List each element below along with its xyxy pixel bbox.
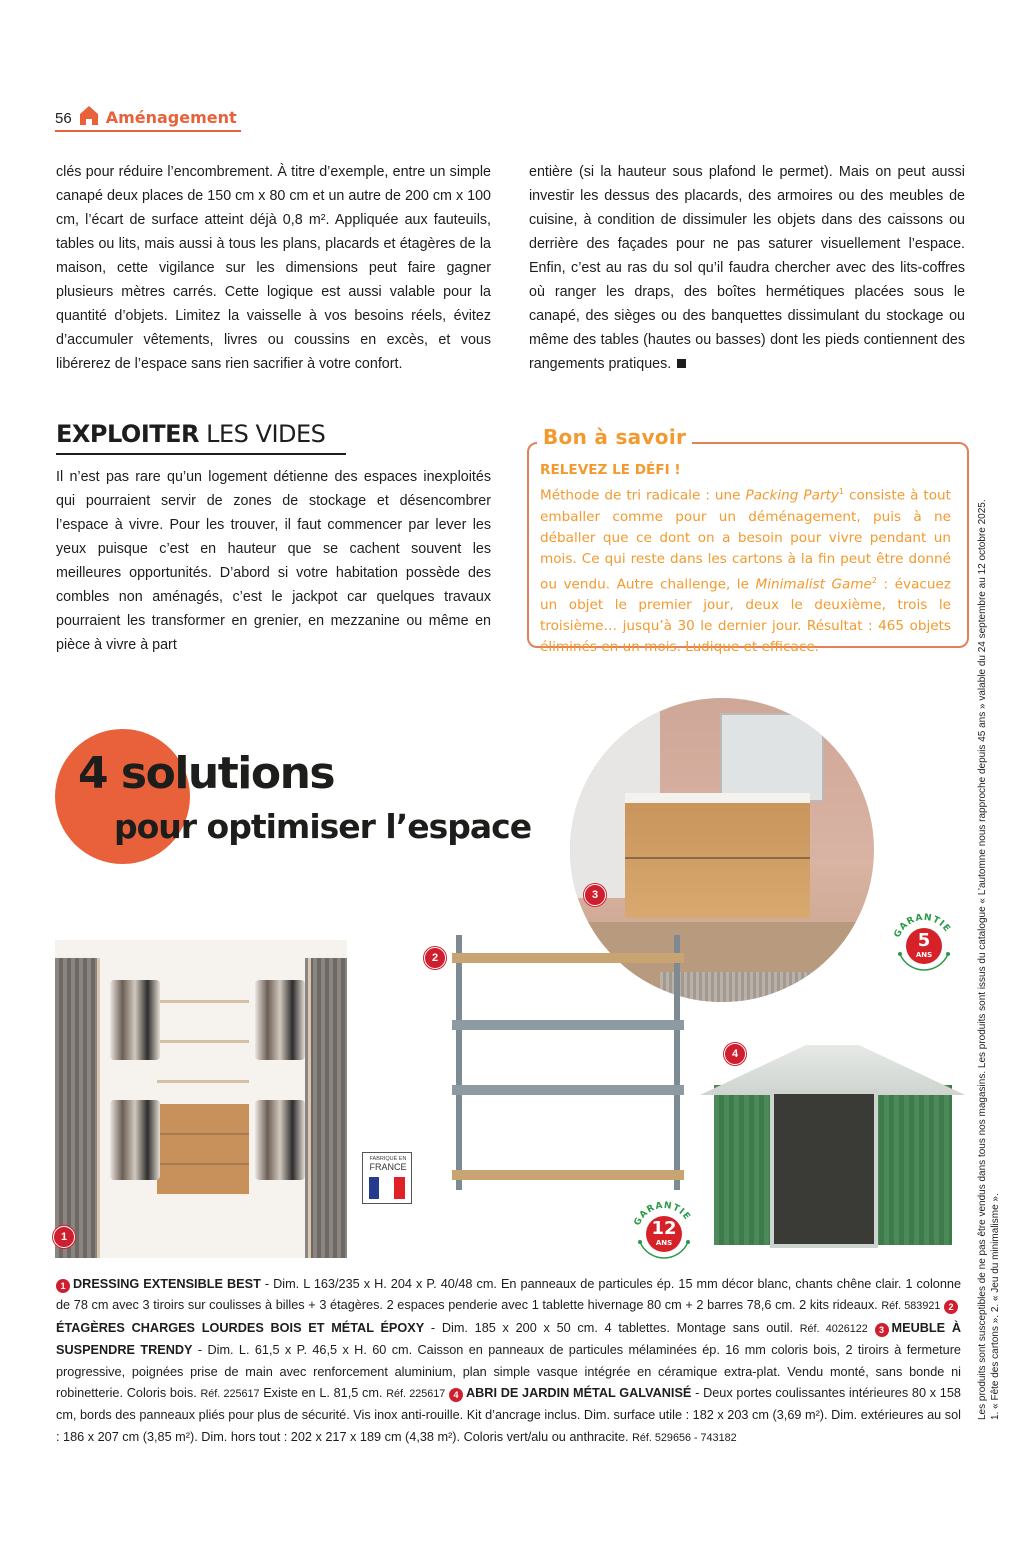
product-desc: - Dim. L 163/235 x H. 204 x P. 40/48 cm. En panneaux de particules ép. 15 mm décor blanc, chants chêne clair. 1 colonne de 78 cm avec 3 tiroirs sur coulisses à billes + 3 étagères. 2 espaces penderie avec 1 tablette hivernage 80 cm + 2 barres 78,6 cm. 2 kits rideaux. <box>56 1277 961 1313</box>
hanging-clothes <box>255 1100 305 1180</box>
section-title-light: LES VIDES <box>199 420 326 448</box>
article-left-top <box>56 160 491 376</box>
product-desc: - Dim. L. 61,5 x P. 46,5 x H. 60 cm. Caisson en panneaux de particules mélaminées ép. 16 mm coloris bois, 2 tiroirs à fermeture progressive, poignées prise de main avec renforcement aluminium, plan simple vasque intégrée en céramique extra-plat. Vendu monté, sans bonde ni robinetterie. Coloris bois. <box>56 1343 961 1401</box>
footnote-ref: 1 <box>838 487 845 496</box>
made-in-country: FRANCE <box>369 1162 407 1172</box>
guarantee-unit: ANS <box>915 951 933 959</box>
rug <box>660 972 860 1002</box>
headline-line-1: 4 solutions <box>78 748 335 799</box>
hanging-clothes <box>255 980 305 1060</box>
product-ref: Réf. 225617 <box>386 1388 446 1401</box>
tip-heading: RELEVEZ LE DÉFI ! <box>540 462 681 478</box>
product-number-badge: 2 <box>944 1300 958 1314</box>
product-number-badge: 3 <box>875 1323 889 1337</box>
svg-text:GARANTIE: GARANTIE <box>632 1200 693 1228</box>
section-title-bold: EXPLOITER <box>56 420 200 448</box>
product-number-badge: 4 <box>724 1043 746 1065</box>
section-name: Aménagement <box>105 108 237 127</box>
section-title <box>56 418 346 455</box>
legal-notice <box>976 499 1002 1420</box>
french-flag-icon <box>394 1177 405 1199</box>
product-desc-extra: Existe en L. 81,5 cm. <box>259 1386 387 1401</box>
shed-door <box>770 1090 878 1248</box>
guarantee-years: 5 <box>917 930 931 951</box>
rack-shelf <box>452 1170 684 1180</box>
curtain-right <box>305 958 347 1258</box>
tip-text <box>540 481 951 658</box>
tip-text-part: : évacuez un objet le premier jour, deux le deuxième, trois le troisième… jusqu’à 30 le dernier jour. Résultat : 465 objets éliminés en un mois. Ludique et efficace. <box>540 576 951 656</box>
mirror <box>720 713 824 802</box>
product-name: ÉTAGÈRES CHARGES LOURDES BOIS ET MÉTAL ÉPOXY <box>56 1320 425 1335</box>
rack-shelf <box>452 953 684 963</box>
product-number-badge: 3 <box>584 884 606 906</box>
header-rule <box>55 130 241 132</box>
product-desc: - Dim. 185 x 200 x 50 cm. 4 tablettes. Montage sans outil. <box>424 1320 800 1335</box>
product-image-garden-shed <box>700 1045 965 1250</box>
shelf <box>157 1040 249 1043</box>
paragraph-text: entière (si la hauteur sous plafond le permet). Mais on peut aussi investir les dessus des placards, des armoires ou des meubles de cuisine, à condition de dissimuler les objets dans des caissons ou derrière des façades pour ne pas saturer visuellement l’espace. Enfin, c’est au ras du sol qu’il faudra chercher avec des lits-coffres où ranger les draps, des boîtes hermétiques placées sous le canapé, des sièges ou des banquettes dissimulant du stockage ou même des tables (hautes ou basses) dont les pieds contiennent des rangements pratiques. <box>529 164 965 372</box>
paragraph: Il n’est pas rare qu’un logement détienne des espaces inexploités qui pourraient servir de zones de stockage et désencombrer l’espace à vivre. Pour les trouver, il faut commencer par lever les yeux puisque c’est en hauteur que se cachent souvent les meilleures opportunités. D’abord si votre habitation possède des combles non aménagés, c’est le jackpot car quelques travaux pourraient les transformer en grenier, en mezzanine ou même en pièce à vivre à part <box>56 469 491 653</box>
rack-shelf <box>452 1020 684 1030</box>
guarantee-unit: ANS <box>655 1239 673 1247</box>
product-ref: Réf. 4026122 <box>799 1322 868 1335</box>
rack-post <box>674 935 680 1190</box>
hanging-clothes <box>110 1100 160 1180</box>
paragraph: clés pour réduire l’encombrement. À titre d’exemple, entre un simple canapé deux places de 150 cm x 80 cm et un autre de 200 cm x 100 cm, l’écart de surface atteint déjà 0,8 m². Appliquée aux fauteuils, tables ou lits, mais aussi à tous les plans, placards et étagères de la maison, cette vigilance sur les dimensions peut faire gagner plusieurs mètres carrés. Cette logique est aussi valable pour la quantité d’objets. Limitez la vaisselle à vos besoins réels, évitez d’accumuler vêtements, livres ou coussins en excès, et vous libérerez de l’espace sans rien sacrifier à votre confort. <box>56 164 491 372</box>
product-number-badge: 4 <box>449 1388 463 1402</box>
tip-italic: Minimalist Game <box>755 576 872 593</box>
tip-content <box>540 460 951 658</box>
rack-post <box>456 935 462 1190</box>
article-left-bottom <box>56 465 491 657</box>
vanity-cabinet <box>625 793 810 918</box>
page-header <box>55 104 237 126</box>
curtain-left <box>55 958 97 1258</box>
guarantee-badge-12-years <box>628 1198 700 1270</box>
product-desc: - Deux portes coulissantes intérieures 80 x 158 cm, bords des panneaux pliés pour plus de sécurité. Vis inox anti-rouille. Kit d’ancrage inclus. Dim. surface utile : 182 x 203 cm (3,69 m²). Dim. extérieures au sol : 186 x 207 cm (3,85 m²). Dim. hors tout : 202 x 217 x 189 cm (4,38 m²). Coloris vert/alu ou anthracite. <box>56 1386 961 1444</box>
product-image-dressing <box>55 940 347 1258</box>
product-ref: Réf. 225617 <box>200 1388 260 1401</box>
product-name: ABRI DE JARDIN MÉTAL GALVANISÉ <box>465 1386 692 1401</box>
headline-line-2: pour optimiser l’espace <box>114 807 532 846</box>
tip-title: Bon à savoir <box>537 425 692 449</box>
end-mark-icon <box>677 359 686 368</box>
tip-text-part: consiste à tout emballer comme pour un déménagement, puis à ne déballer que ce dont on a besoin pour vivre pendant un mois. Ce qui reste dans les cartons à la fin peut être donné ou vendu. Autre challenge, le <box>540 487 951 593</box>
tip-text-part: Méthode de tri radicale : une <box>540 487 746 504</box>
shelf <box>157 1000 249 1003</box>
footnote-ref: 2 <box>871 575 878 585</box>
product-number-badge: 1 <box>53 1226 75 1248</box>
house-icon <box>78 104 100 126</box>
product-ref: Réf. 583921 <box>881 1300 941 1313</box>
legal-line-1: Les produits sont susceptibles de ne pas être vendus dans tous nos magasins. Les produits sont issus du catalogue « L’automne nous rapproche depuis 45 ans » valable du 24 septembre au 12 octobre 2025. <box>977 499 988 1420</box>
product-number-badge: 1 <box>56 1279 70 1293</box>
guarantee-years: 12 <box>651 1218 677 1239</box>
made-in-france-badge <box>362 1152 412 1204</box>
product-ref: Réf. 529656 - 743182 <box>632 1431 737 1444</box>
guarantee-badge-5-years <box>888 910 960 982</box>
product-name: DRESSING EXTENSIBLE BEST <box>73 1277 261 1291</box>
page-number: 56 <box>55 110 72 127</box>
guarantee-disc <box>906 928 942 964</box>
guarantee-disc <box>646 1216 682 1252</box>
paragraph <box>529 160 965 376</box>
shelf <box>157 1080 249 1083</box>
product-image-shelving-rack <box>448 935 688 1190</box>
product-descriptions <box>56 1274 961 1449</box>
hanging-clothes <box>110 980 160 1060</box>
product-number-badge: 2 <box>424 947 446 969</box>
french-flag-icon <box>369 1177 379 1199</box>
tip-italic: Packing Party <box>745 487 839 504</box>
product-name: MEUBLE À SUSPENDRE TRENDY <box>56 1320 961 1358</box>
rack-shelf <box>452 1085 684 1095</box>
article-right-top <box>529 160 965 376</box>
svg-text:GARANTIE: GARANTIE <box>892 912 953 940</box>
made-in-label: FABRIQUÉ EN <box>369 1156 407 1162</box>
drawers <box>157 1104 249 1194</box>
legal-line-2: 1. « Fête des cartons ». 2. « Jeu du minimalisme ». <box>990 1193 1001 1420</box>
